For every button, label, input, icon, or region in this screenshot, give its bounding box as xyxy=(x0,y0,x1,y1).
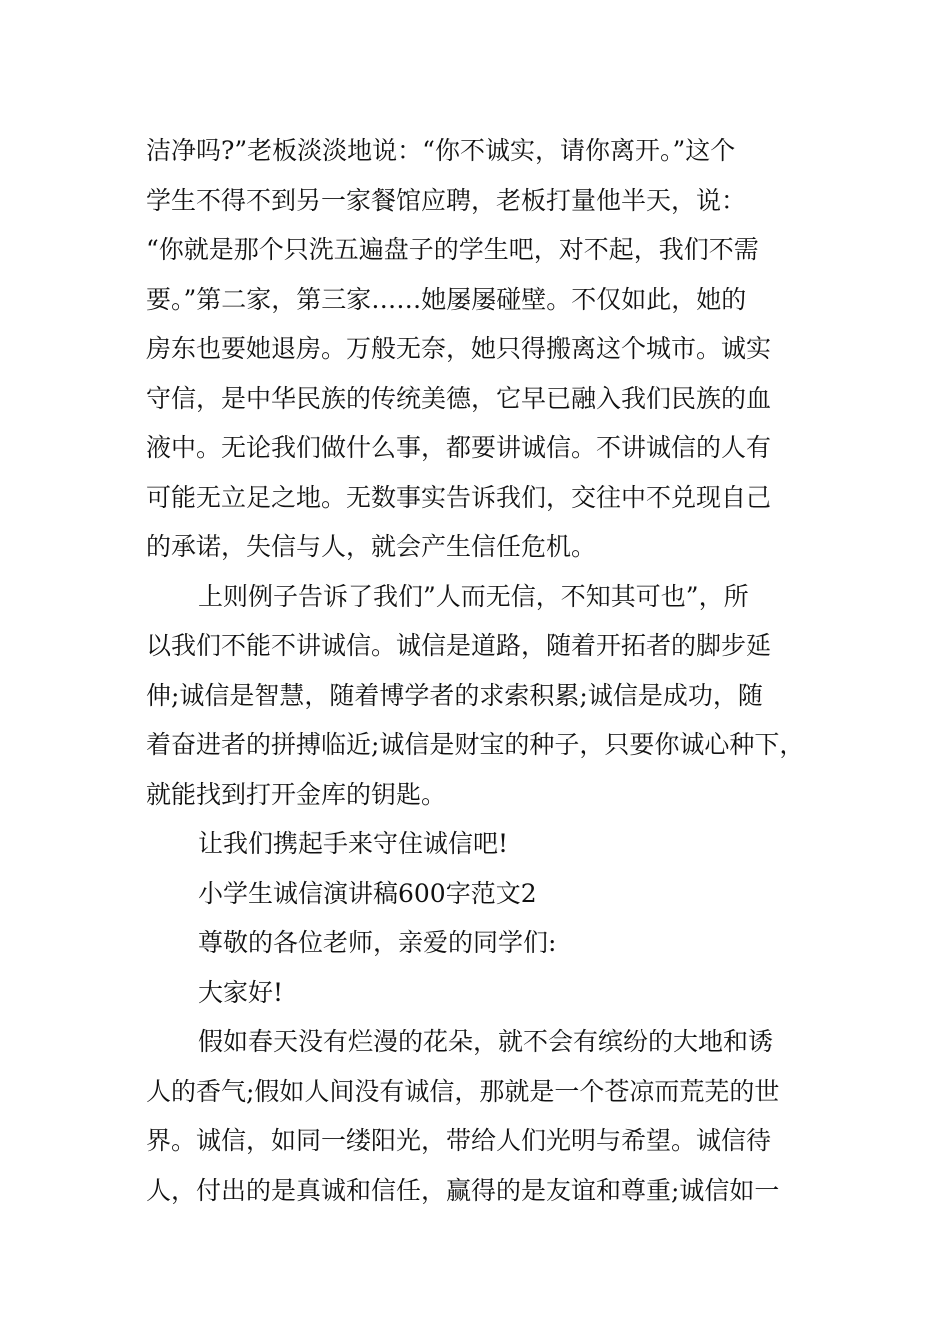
text-line: 界。诚信，如同一缕阳光，带给人们光明与希望。诚信待 xyxy=(146,1126,772,1155)
text-line: 着奋进者的拼搏临近;诚信是财宝的种子，只要你诚心种下， xyxy=(146,730,805,759)
salutation: 尊敬的各位老师，亲爱的同学们: xyxy=(198,928,557,957)
paragraph-start-line: 上则例子告诉了我们”人而无信，不知其可也”，所 xyxy=(198,581,749,611)
text-line: 伸;诚信是智慧，随着博学者的求索积累;诚信是成功，随 xyxy=(146,680,763,710)
text-line: 守信，是中华民族的传统美德，它早已融入我们民族的血 xyxy=(146,383,772,413)
section-title: 小学生诚信演讲稿600字范文2 xyxy=(198,878,537,908)
document-body xyxy=(146,126,826,1215)
paragraph-start-line: 假如春天没有烂漫的花朵，就不会有缤纷的大地和诱 xyxy=(198,1027,774,1056)
text-line: 要。”第二家，第三家……她屡屡碰壁。不仅如此，她的 xyxy=(146,284,747,314)
text-line: 的承诺，失信与人，就会产生信任危机。 xyxy=(146,532,597,561)
text-line: 人，付出的是真诚和信任，赢得的是友谊和尊重;诚信如一 xyxy=(146,1175,780,1205)
text-line: 房东也要她退房。万般无奈，她只得搬离这个城市。诚实 xyxy=(146,334,772,363)
greeting: 大家好! xyxy=(198,977,284,1007)
text-line: “你就是那个只洗五遍盘子的学生吧，对不起，我们不需 xyxy=(146,235,759,264)
text-line: 人的香气;假如人间没有诚信，那就是一个苍凉而荒芜的世 xyxy=(146,1076,780,1106)
text-line: 学生不得不到另一家餐馆应聘，老板打量他半天，说： xyxy=(146,185,747,215)
text-line: 就能找到打开金库的钥匙。 xyxy=(146,779,447,809)
text-line: 液中。无论我们做什么事，都要讲诚信。不讲诚信的人有 xyxy=(146,433,772,462)
paragraph-start-line: 让我们携起手来守住诚信吧! xyxy=(198,829,509,858)
text-line: 洁净吗?”老板淡淡地说：“你不诚实，请你离开。”这个 xyxy=(146,136,736,165)
text-line: 可能无立足之地。无数事实告诉我们，交往中不兑现自己 xyxy=(146,482,772,512)
text-line: 以我们不能不讲诚信。诚信是道路，随着开拓者的脚步延 xyxy=(146,631,772,660)
